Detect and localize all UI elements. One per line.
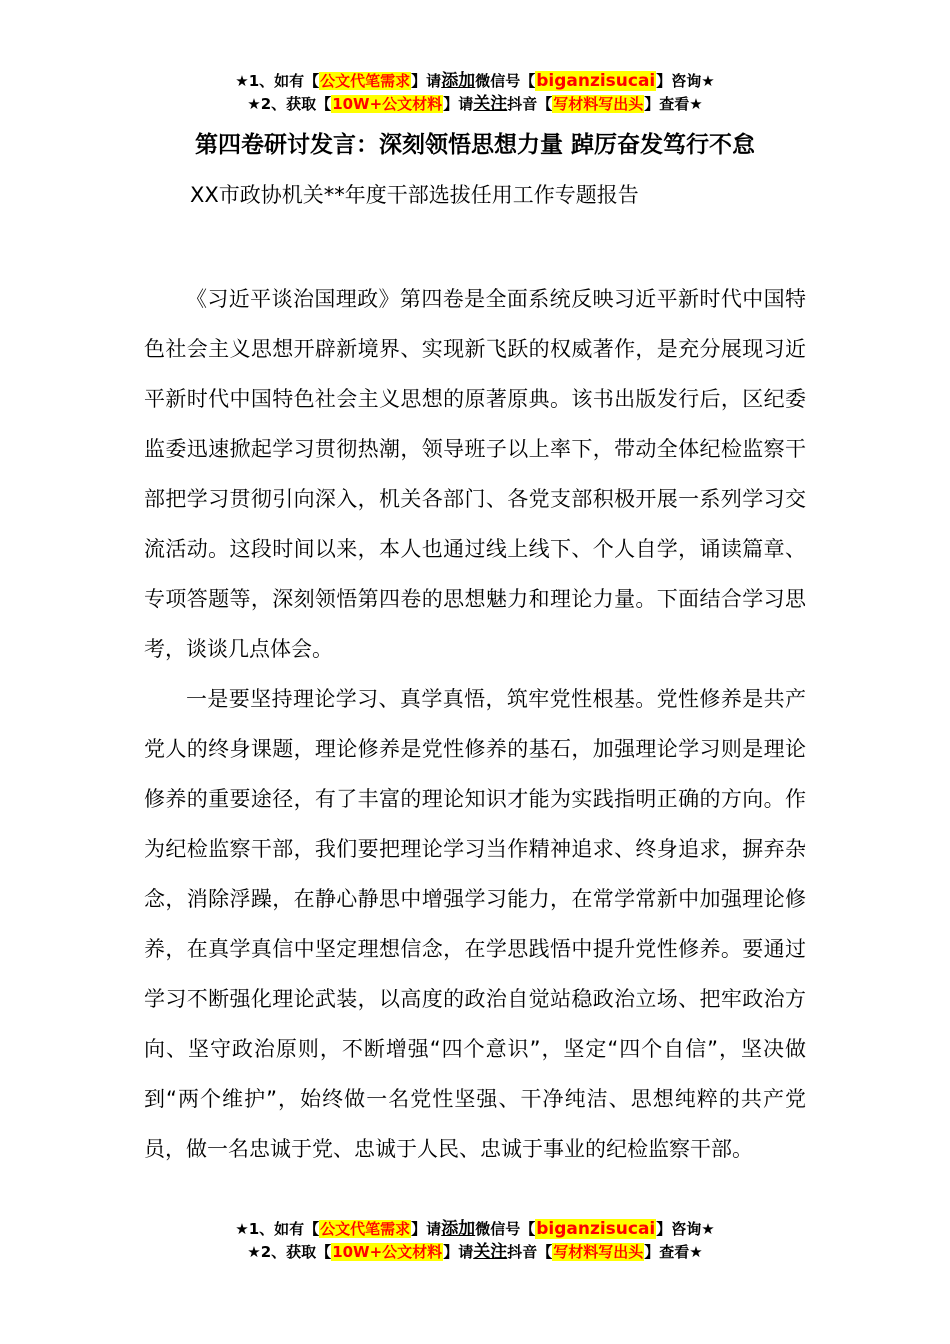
promo-line-1 [0, 1218, 950, 1240]
promo-emphasis: 关注 [473, 94, 508, 114]
promo-emphasis: 关注 [473, 1242, 508, 1262]
promo-highlight-service: 公文代笔需求 [320, 72, 411, 90]
promo-emphasis: 添加 [441, 1219, 476, 1239]
promo-text: 抖音【 [507, 1243, 553, 1261]
promo-highlight-service: 公文代笔需求 [320, 1220, 411, 1238]
document-title: 第四卷研讨发言：深刻领悟思想力量 踔厉奋发笃行不怠 [194, 132, 755, 158]
body-paragraph: 一是要坚持理论学习、真学真悟，筑牢党性根基。党性修养是共产党人的终身课题，理论修养是党性修养的基石，加强理论学习则是理论修养的重要途径，有了丰富的理论知识才能为实践指明正确的方向。作为纪检监察干部，我们要把理论学习当作精神追求、终身追求，摒弃杂念，消除浮躁，在静心静思中增强学习能力，在常学常新中加强理论修养，在真学真信中坚定理想信念，在学思践悟中提升党性修养。要通过学习不断强化理论武装，以高度的政治自觉站稳政治立场、把牢政治方向、坚守政治原则，不断增强“四个意识”，坚定“四个自信”，坚决做到“两个维护”，始终做一名党性坚强、干净纯洁、思想纯粹的共产党员，做一名忠诚于党、忠诚于人民、忠诚于事业的纪检监察干部。 [144, 687, 806, 1161]
promo-text: 】请 [411, 72, 442, 90]
promo-text: ★1、如有【 [235, 72, 320, 90]
promo-text: ★2、获取【 [247, 1243, 332, 1261]
promo-line-1 [0, 70, 950, 92]
promo-text: 微信号【 [475, 1220, 536, 1238]
promo-text: 】查看★ [644, 1243, 703, 1261]
promo-line-2 [0, 1241, 950, 1263]
document-body [144, 274, 806, 1174]
promo-highlight-wechat: biganzisucai [536, 71, 656, 91]
promo-highlight-materials: 10W+公文材料 [332, 95, 443, 113]
promo-text: 】查看★ [644, 95, 703, 113]
promo-text: 】请 [443, 1243, 474, 1261]
promo-highlight-douyin: 写材料写出头 [553, 1243, 644, 1261]
promo-text: 】请 [443, 95, 474, 113]
promo-line-2 [0, 93, 950, 115]
promo-text: ★2、获取【 [247, 95, 332, 113]
promo-text: ★1、如有【 [235, 1220, 320, 1238]
promo-text: 抖音【 [507, 95, 553, 113]
promo-emphasis: 添加 [441, 71, 476, 91]
document-subtitle: XX市政协机关**年度干部选拔任用工作专题报告 [190, 183, 639, 207]
promo-text: 】咨询★ [656, 1220, 715, 1238]
promo-highlight-materials: 10W+公文材料 [332, 1243, 443, 1261]
promo-text: 微信号【 [475, 72, 536, 90]
promo-text: 】请 [411, 1220, 442, 1238]
promo-highlight-douyin: 写材料写出头 [553, 95, 644, 113]
body-paragraph: 《习近平谈治国理政》第四卷是全面系统反映习近平新时代中国特色社会主义思想开辟新境界、实现新飞跃的权威著作，是充分展现习近平新时代中国特色社会主义思想的原著原典。该书出版发行后，区纪委监委迅速掀起学习贯彻热潮，领导班子以上率下，带动全体纪检监察干部把学习贯彻引向深入，机关各部门、各党支部积极开展一系列学习交流活动。这段时间以来，本人也通过线上线下、个人自学，诵读篇章、专项答题等，深刻领悟第四卷的思想魅力和理论力量。下面结合学习思考，谈谈几点体会。 [144, 287, 806, 661]
promo-highlight-wechat: biganzisucai [536, 1219, 656, 1239]
promo-text: 】咨询★ [656, 72, 715, 90]
